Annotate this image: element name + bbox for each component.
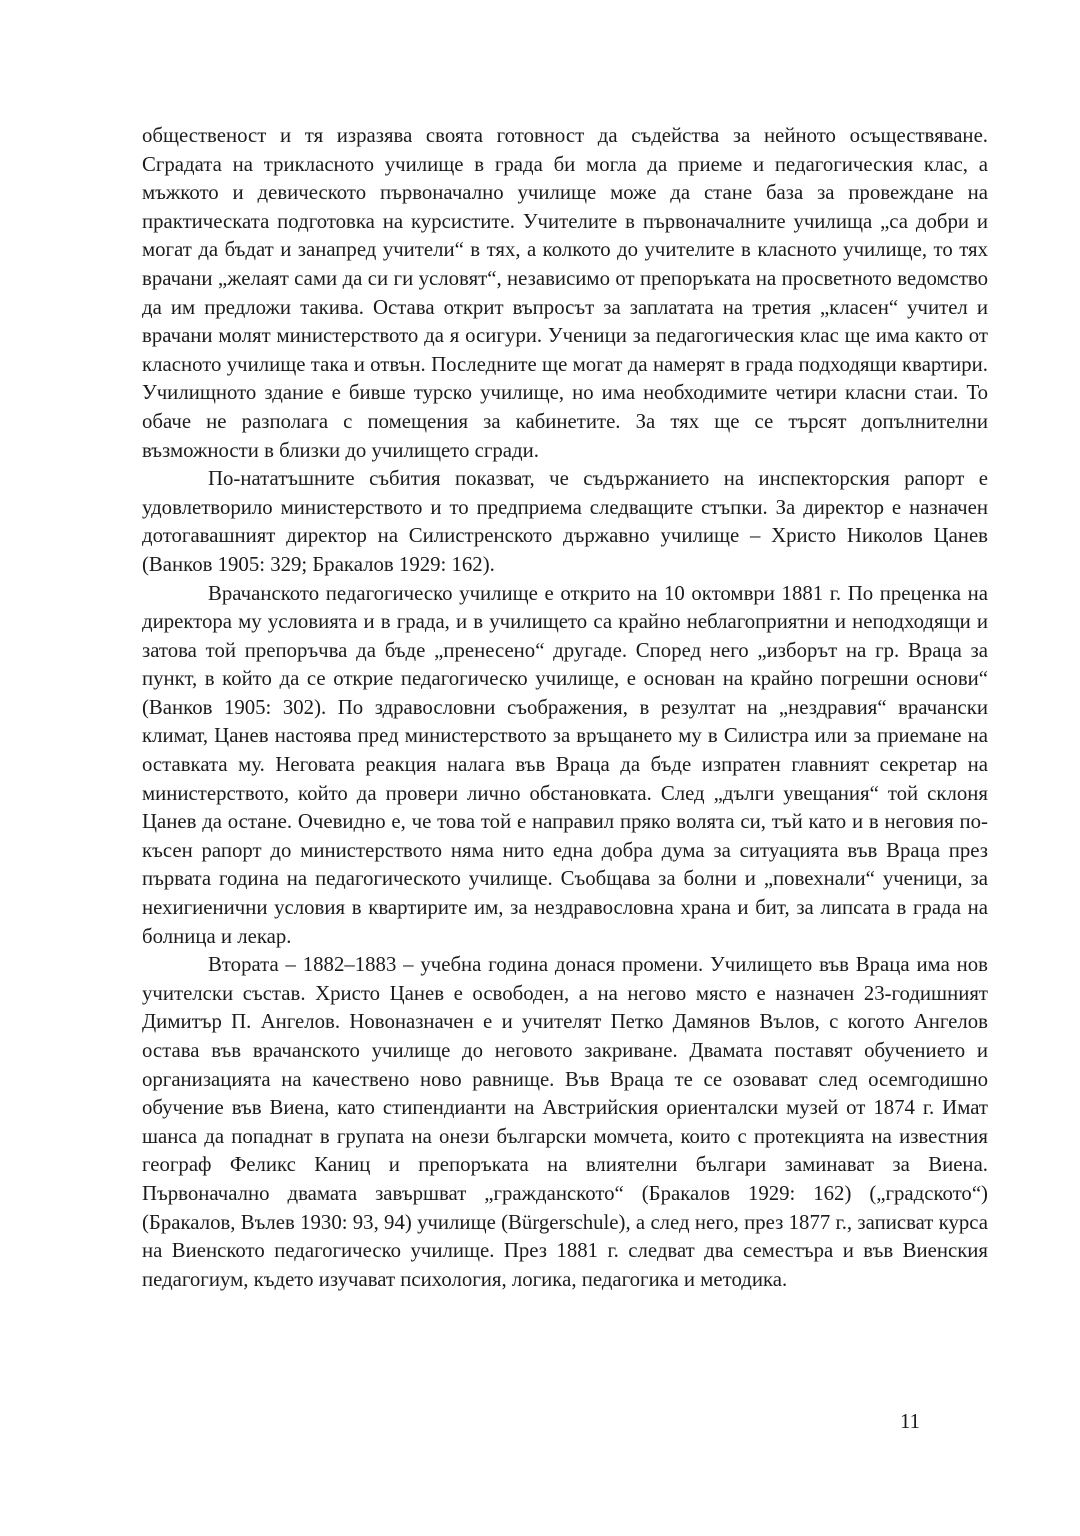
paragraph-second-year: Втората – 1882–1883 – учебна година донася промени. Училището във Враца има нов учителски състав. Христо Цанев е освободен, а на негово място е назначен 23-годишният Димитър П. Ангелов. Новоназначен е и учителят Петко Дамянов Вълов, с когото Ангелов остава във врачанското училище до неговото закриване. Двамата поставят обучението и организацията на качествено ново равнище. Във Враца те се озовават след осемгодишно обучение във Виена, като стипендианти на Австрийския ориенталски музей от 1874 г. Имат шанса да попаднат в групата на онези български момчета, които с протекцията на известния географ Феликс Каниц и препоръката на влиятелни българи заминават за Виена. Първоначално двамата завършват „гражданското“ (Бракалов 1929: 162) („градското“) (Бракалов, Вълев 1930: 93, 94) училище (Bürgerschule), а след него, през 1877 г., записват курса на Виенското педагогическо училище. През 1881 г. следват два семестъра и във Виенския педагогиум, където изучават психология, логика, педагогика и методика. (142, 953, 988, 1291)
page-number: 11 (899, 1410, 921, 1433)
body-text (142, 122, 988, 1294)
paragraph-continuation: общественост и тя изразява своята готовност да съдейства за нейното осъществяване. Сградата на трикласното училище в града би могла да приеме и педагогическия клас, а мъжкото и девическото първоначално училище може да стане база за провеждане на практическата подготовка на курсистите. Учителите в първоначалните училища „са добри и могат да бъдат и занапред учители“ в тях, а колкото до учителите в класното училище, то тях врачани „желаят сами да си ги условят“, независимо от препоръката на просветното ведомство да им предложи такива. Остава открит въпросът за заплатата на третия „класен“ учител и врачани молят министерството да я осигури. Ученици за педагогическия клас ще има както от класното училище така и отвън. Последните ще могат да намерят в града подходящи квартири. Училищното здание е бивше турско училище, но има необходимите четири класни стаи. То обаче не разполага с помещения за кабинетите. За тях ще се търсят допълнителни възможности в близки до училището сгради. (142, 124, 988, 462)
paragraph-subsequent-events: По-нататъшните събития показват, че съдържанието на инспекторския рапорт е удовлетворило министерството и то предприема следващите стъпки. За директор е назначен дотогавашният директор на Силистренското държавно училище – Христо Николов Цанев (Ванков 1905: 329; Бракалов 1929: 162). (142, 467, 988, 576)
paragraph-school-opening: Врачанското педагогическо училище е открито на 10 октомври 1881 г. По преценка на директора му условията и в града, и в училището са крайно неблагоприятни и неподходящи и затова той препоръчва да бъде „пренесено“ другаде. Според него „изборът на гр. Враца за пункт, в който да се открие педагогическо училище, е основан на крайно погрешни основи“ (Ванков 1905: 302). По здравословни съображения, в резултат на „нездравия“ врачански климат, Цанев настоява пред министерството за връщането му в Силистра или за приемане на оставката му. Неговата реакция налага във Враца да бъде изпратен главният секретар на министерството, който да провери лично обстановката. След „дълги увещания“ той склоня Цанев да остане. Очевидно е, че това той е направил пряко волята си, тъй като и в неговия по-късен рапорт до министерството няма нито една добра дума за ситуацията във Враца през първата година на педагогическото училище. Съобщава за болни и „повехнали“ ученици, за нехигиенични условия в квартирите им, за нездравословна храна и бит, за липсата в града на болница и лекар. (142, 581, 988, 948)
